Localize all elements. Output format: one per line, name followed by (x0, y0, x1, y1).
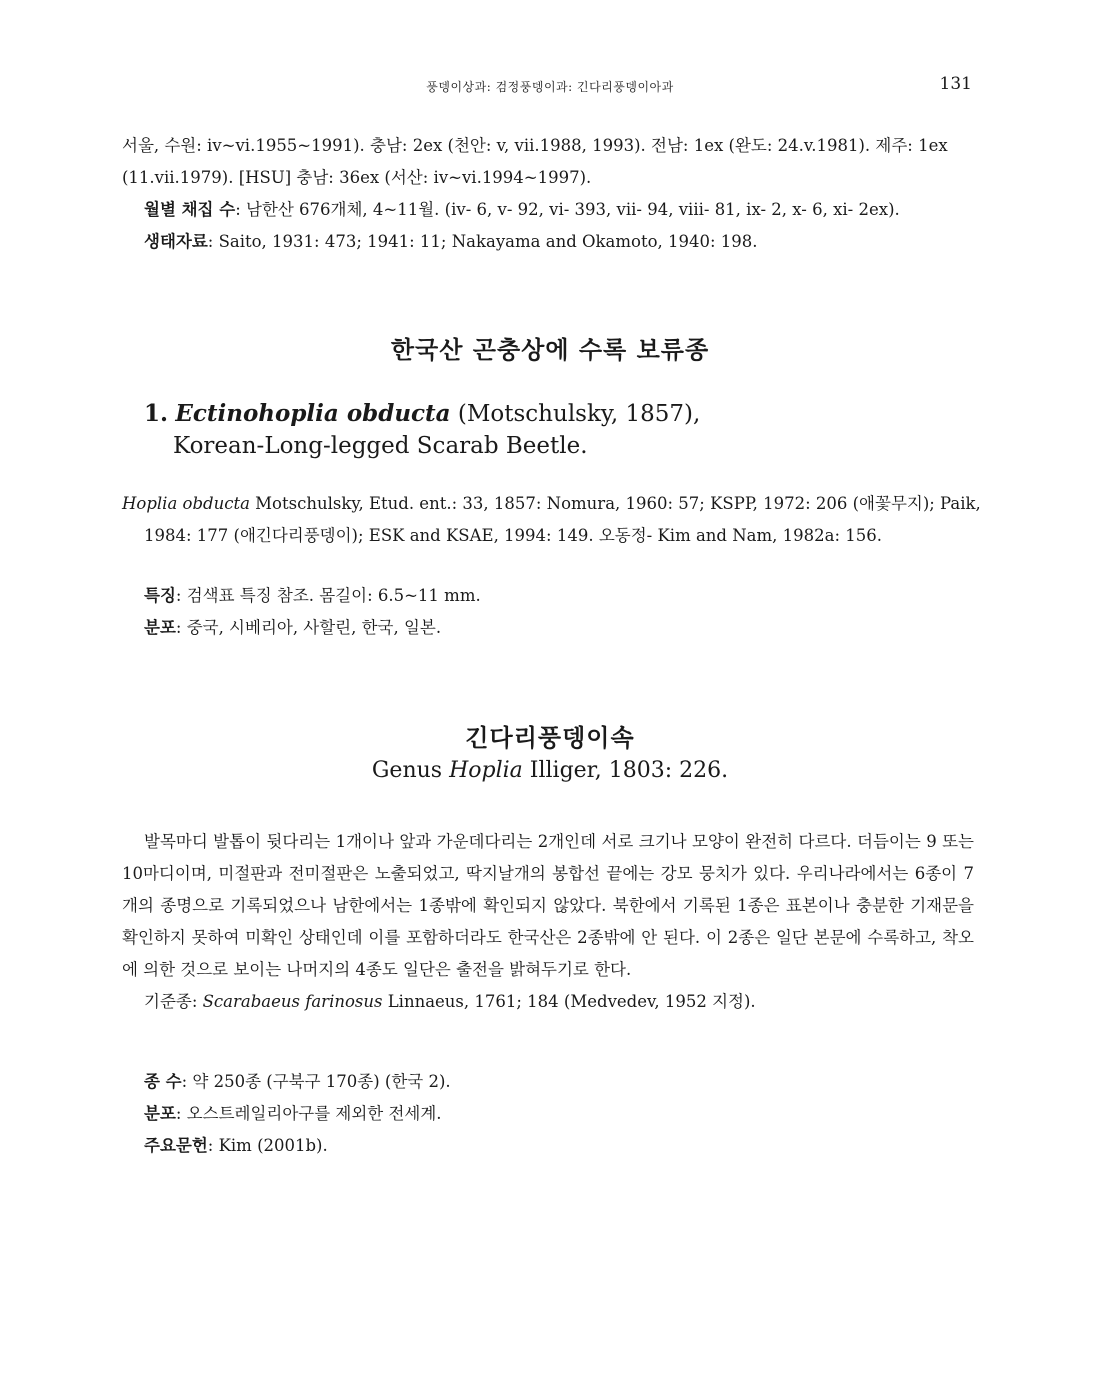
monthly-collection-text: : 남한산 676개체, 4~11월. (iv- 6, v- 92, vi- 393, vii- 94, viii- 81, ix- 2, x- 6, xi- 2ex). (235, 200, 900, 219)
feature-text: : 검색표 특징 참조. 몸길이: 6.5~11 mm. (175, 586, 481, 605)
genus-distribution-text: : 오스트레일리아구를 제외한 전세계. (175, 1104, 442, 1123)
ecology-data (122, 226, 974, 258)
synonymy-line-2: 1984: 177 (애긴다리풍뎅이); ESK and KSAE, 1994: 149. 오동정- Kim and Nam, 1982a: 156. (144, 526, 883, 545)
type-species-label: 기준종: (144, 992, 203, 1011)
ecology-label: 생태자료 (144, 232, 208, 251)
ecology-text: : Saito, 1931: 473; 1941: 11; Nakayama and Okamoto, 1940: 198. (207, 232, 758, 251)
genus-sub-prefix: Genus (371, 758, 450, 783)
page-number: 131 (939, 74, 972, 94)
collection-line-2: (11.vii.1979). [HSU] 충남: 36ex (서산: iv~vi.1994~1997). (122, 168, 592, 187)
species-scientific-name: Ectinohoplia obducta (175, 400, 451, 427)
synonymy-line-1 (122, 488, 996, 520)
species-feature (122, 580, 974, 612)
running-header: 풍뎅이상과: 검정풍뎅이과: 긴다리풍뎅이아과 (426, 80, 674, 94)
species-heading-line-1 (144, 398, 944, 430)
species-count-label: 종 수 (144, 1072, 182, 1091)
synonym-genus: Hoplia obducta (122, 494, 250, 513)
type-species-rest: Linnaeus, 1761; 184 (Medvedev, 1952 지정). (382, 992, 756, 1011)
species-count (122, 1066, 974, 1098)
genus-distribution (122, 1098, 974, 1130)
species-author: (Motschulsky, 1857), (450, 401, 701, 427)
synonymy-text-1: Motschulsky, Etud. ent.: 33, 1857: Nomura, 1960: 57; KSPP, 1972: 206 (애꽃무지); Paik, (249, 494, 981, 513)
monthly-collection-label: 월별 채집 수 (144, 200, 236, 219)
distribution-text: : 중국, 시베리아, 사할린, 한국, 일본. (175, 618, 442, 637)
main-references (122, 1130, 974, 1162)
distribution-label: 분포 (144, 618, 176, 637)
genus-facts (122, 1066, 974, 1162)
species-heading (144, 398, 944, 462)
species-details (122, 580, 974, 644)
type-species (122, 986, 974, 1018)
species-number: 1. (144, 400, 169, 427)
species-distribution (122, 612, 974, 644)
genus-heading: 긴다리풍뎅이속 (465, 723, 635, 752)
type-species-name: Scarabaeus farinosus (202, 992, 383, 1011)
species-common-name: Korean-Long-legged Scarab Beetle. (173, 433, 588, 459)
species-synonymy (122, 488, 996, 552)
genus-description (122, 826, 974, 1018)
genus-distribution-label: 분포 (144, 1104, 176, 1123)
genus-sub-suffix: Illiger, 1803: 226. (522, 758, 729, 783)
monthly-collection (122, 194, 974, 226)
collection-line-1: 서울, 수원: iv~vi.1955~1991). 충남: 2ex (천안: v, vii.1988, 1993). 전남: 1ex (완도: 24.v.1981). 제주: 1ex (122, 136, 948, 155)
section-heading-reserved-species: 한국산 곤충상에 수록 보류종 (390, 335, 710, 364)
genus-paragraph: 발목마디 발톱이 뒷다리는 1개이나 앞과 가운데다리는 2개인데 서로 크기나 모양이 완전히 다르다. 더듬이는 9 또는 10마디이며, 미절판과 전미절판은 노출되었고, 딱지날개의 봉합선 끝에는 강모 뭉치가 있다. 우리나라에서는 6종이 7개의 종명으로 기록되었으나 남한에서는 1종밖에 확인되지 않았다. 북한에서 기록된 1종은 표본이나 충분한 기재문을 확인하지 못하여 미확인 상태인데 이를 포함하더라도 한국산은 2종밖에 안 된다. 이 2종은 일단 본문에 수록하고, 착오에 의한 것으로 보이는 나머지의 4종도 일단은 출전을 밝혀두기로 한다. (122, 832, 974, 979)
feature-label: 특징 (144, 586, 176, 605)
species-count-text: : 약 250종 (구북구 170종) (한국 2). (181, 1072, 451, 1091)
collection-records (122, 130, 974, 258)
genus-subheading (0, 758, 1100, 783)
references-text: : Kim (2001b). (207, 1136, 328, 1155)
genus-name: Hoplia (449, 758, 523, 783)
references-label: 주요문헌 (144, 1136, 208, 1155)
